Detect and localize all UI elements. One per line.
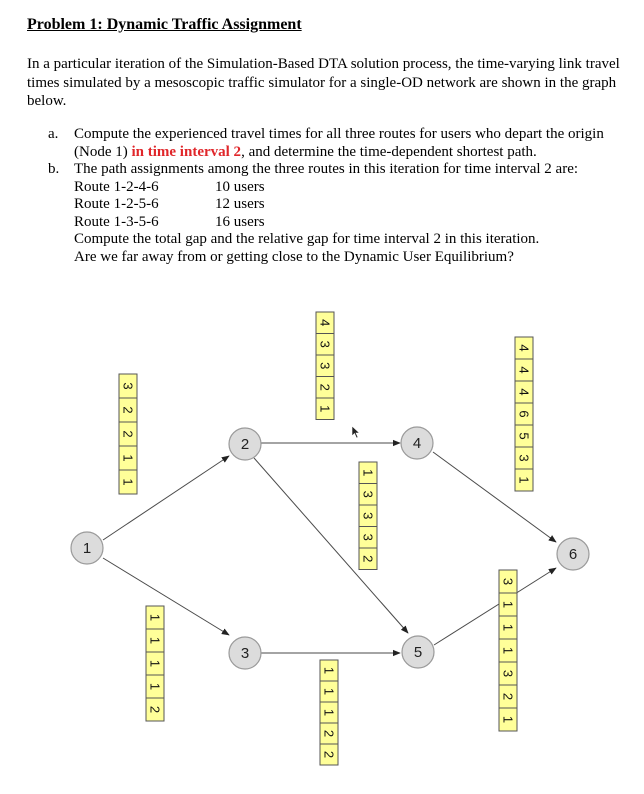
link-time-cell [146,675,164,698]
link-time-value: 2 [147,705,163,714]
link-time-cell [119,398,137,422]
link-time-stack-2-4 [316,312,334,420]
link-time-cell [316,377,334,399]
question-a-marker: a. [48,126,59,142]
link-time-value: 3 [500,577,516,586]
mouse-cursor-icon [352,426,360,438]
link-time-value: 1 [147,682,163,691]
link-time-cell [146,629,164,652]
link-time-stack-2-5 [359,462,377,570]
link-time-cell [320,723,338,744]
link-time-cell [515,403,533,425]
link-time-value: 1 [321,687,337,696]
node-6 [557,538,589,570]
link-time-value: 1 [120,478,136,486]
link-time-cell [119,422,137,446]
link-time-cell [359,527,377,549]
link-time-value: 1 [500,646,516,655]
route-name: Route 1-2-4-6 [74,178,159,195]
link-time-value: 1 [500,623,516,632]
link-time-value: 1 [321,708,337,717]
link-time-value: 1 [147,636,163,645]
route-row [74,179,640,197]
link-time-value: 1 [147,613,163,622]
link-time-cell [119,446,137,470]
link-time-stack-4-6 [515,337,533,491]
link-time-value: 1 [321,666,337,675]
link-time-cell [320,744,338,765]
question-a-highlight: in time interval 2 [131,143,242,160]
link-time-cell [515,447,533,469]
node-2 [229,428,261,460]
link-time-value: 1 [360,469,376,477]
node-5 [402,636,434,668]
node-1 [71,532,103,564]
route-row [74,214,640,232]
link-time-cell [320,660,338,681]
route-users: 16 users [215,213,265,230]
link-time-cell [119,470,137,494]
link-time-value: 2 [500,692,516,701]
node-label: 6 [568,546,578,563]
node-label: 5 [413,644,423,661]
question-b-line1: Compute the total gap and the relative gap for time interval 2 in this iteration. [74,231,540,247]
link-time-cell [499,685,517,708]
link-time-value: 3 [516,454,532,462]
link-1-3 [103,558,229,635]
node-3 [229,637,261,669]
link-time-cell [499,570,517,593]
route-name: Route 1-3-5-6 [74,213,159,230]
link-time-value: 2 [120,406,136,414]
link-4-6 [433,452,556,542]
link-time-cell [359,548,377,570]
link-time-cell [515,425,533,447]
link-time-value: 1 [317,405,333,413]
link-time-value: 3 [317,362,333,370]
link-time-value: 1 [516,476,532,484]
link-time-value: 3 [360,533,376,541]
link-time-cell [499,662,517,685]
node-label: 4 [412,435,422,452]
link-time-value: 4 [516,388,532,396]
link-time-cell [320,681,338,702]
link-time-value: 3 [120,382,136,390]
link-time-value: 2 [321,729,337,738]
link-time-stack-1-3 [146,606,164,721]
link-time-cell [316,312,334,334]
link-time-cell [119,374,137,398]
node-label: 2 [240,436,250,453]
question-b-line2: Are we far away from or getting close to the Dynamic User Equilibrium? [74,248,514,265]
route-row [74,196,640,214]
link-time-value: 4 [516,344,532,352]
route-users: 10 users [215,178,265,195]
link-time-cell [146,606,164,629]
link-time-cell [515,469,533,491]
link-time-cell [499,708,517,731]
link-time-cell [515,337,533,359]
question-b-marker: b. [48,161,60,177]
link-time-value: 3 [360,490,376,498]
link-time-stack-1-2 [119,374,137,494]
route-name: Route 1-2-5-6 [74,196,159,212]
question-a-text: Compute the experienced travel times for all three routes for users who depart the origin (Node 1) [74,126,604,160]
link-time-value: 2 [120,430,136,438]
link-time-value: 4 [317,319,333,327]
link-time-value: 4 [516,366,532,374]
route-users: 12 users [215,196,265,212]
question-b [48,161,640,266]
question-a [48,126,640,161]
link-time-value: 2 [360,555,376,563]
link-time-value: 2 [321,750,337,759]
link-time-value: 5 [516,432,532,440]
link-time-cell [146,698,164,721]
link-2-5 [254,458,408,633]
link-time-cell [316,334,334,356]
question-a-text-end: , and determine the time-dependent shortest path. [241,143,537,160]
link-time-value: 1 [500,600,516,609]
link-time-cell [316,398,334,420]
link-time-cell [316,355,334,377]
question-list [48,126,640,266]
link-time-cell [359,484,377,506]
link-time-value: 1 [500,715,516,724]
link-time-value: 3 [360,512,376,520]
link-time-cell [359,505,377,527]
intro-paragraph: In a particular iteration of the Simulation-Based DTA solution process, the time-varying link travel times simulated by a mesoscopic traffic simulator for a single-OD network are shown in the graph below. [27,56,620,109]
network-graph [0,285,644,794]
question-b-intro: The path assignments among the three routes in this iteration for time interval 2 are: [74,161,579,177]
link-time-cell [515,359,533,381]
problem-title: Problem 1: Dynamic Traffic Assignment [27,16,302,33]
link-5-6 [434,568,556,645]
link-time-value: 1 [120,454,136,462]
link-time-cell [499,639,517,662]
node-label: 1 [82,540,92,557]
link-time-value: 1 [147,659,163,668]
link-time-value: 2 [317,383,333,391]
link-time-cell [499,616,517,639]
link-time-value: 3 [317,340,333,348]
link-time-stack-5-6 [499,570,517,731]
link-time-value: 3 [500,669,516,678]
link-time-cell [515,381,533,403]
link-time-value: 6 [516,410,532,418]
node-4 [401,427,433,459]
node-label: 3 [240,645,250,662]
link-time-cell [320,702,338,723]
link-time-cell [359,462,377,484]
link-time-cell [499,593,517,616]
link-time-cell [146,652,164,675]
link-time-stack-3-5 [320,660,338,765]
